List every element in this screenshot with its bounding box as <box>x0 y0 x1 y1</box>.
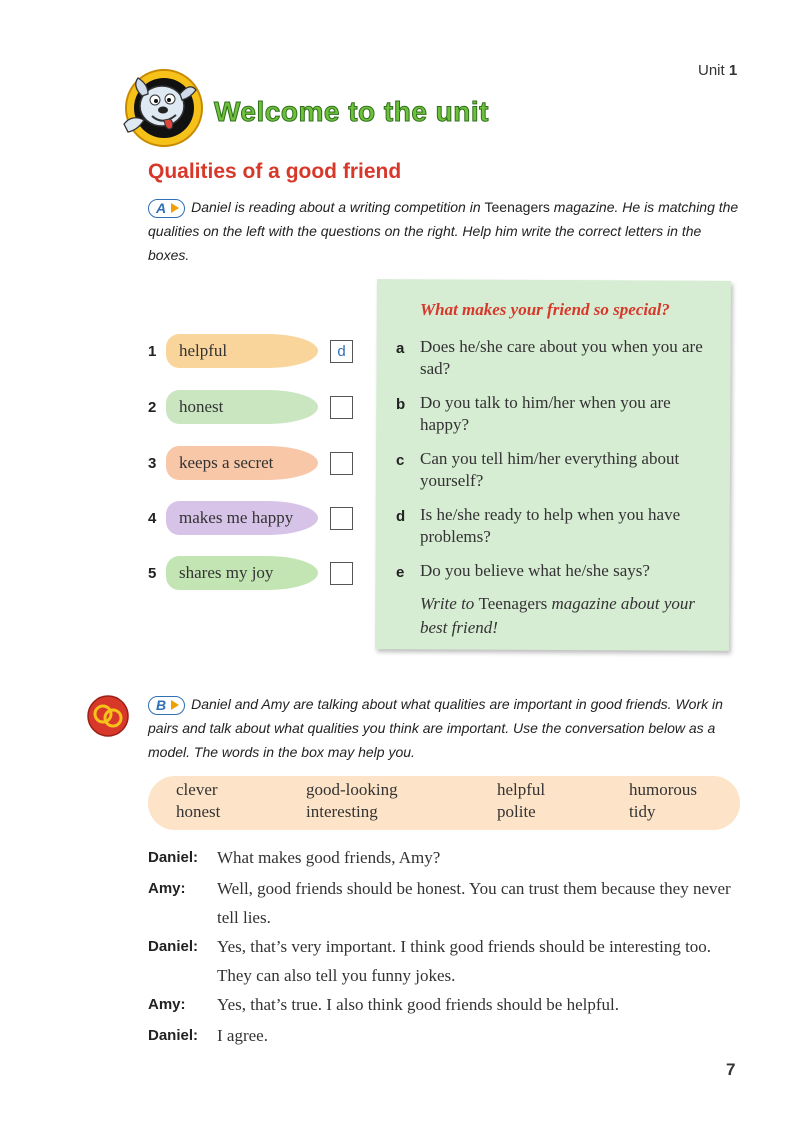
quality-helpful: helpful <box>166 334 318 368</box>
item-number: 1 <box>148 343 157 360</box>
quality-honest: honest <box>166 390 318 424</box>
card-footer: Write to Teenagers magazine about your best friend! <box>420 594 696 637</box>
answer-box[interactable] <box>330 507 353 530</box>
word: humorous <box>629 780 697 799</box>
item-number: 5 <box>148 565 157 582</box>
question-letter: b <box>396 396 406 413</box>
item-number: 4 <box>148 510 157 527</box>
dialogue-speaker: Amy: <box>148 996 186 1013</box>
page-number: 7 <box>726 1060 736 1079</box>
answer-box[interactable] <box>330 562 353 585</box>
question-text: Do you believe what he/she says? <box>420 561 650 580</box>
item-number: 2 <box>148 399 157 416</box>
answer-box[interactable] <box>330 452 353 475</box>
instruction-part-1: Daniel is reading about a writing competition in <box>191 199 485 215</box>
word: honest <box>176 802 221 821</box>
word: helpful <box>497 780 546 799</box>
quality-shares-my-joy: shares my joy <box>166 556 318 590</box>
word: good-looking <box>306 780 398 799</box>
dialogue-line: What makes good friends, Amy? <box>217 848 441 867</box>
word: polite <box>497 802 536 821</box>
question-text: Can you tell him/her everything about yourself? <box>420 449 680 490</box>
instruction-text: Daniel and Amy are talking about what qualities are important in good friends. Work in pairs and talk about what qualities you think are important. Use the conversation below as a model. The words in the box may help you. <box>148 696 723 760</box>
answer-box[interactable] <box>330 396 353 419</box>
question-letter: c <box>396 452 405 469</box>
exercise-b-instruction <box>148 692 740 764</box>
dog-mascot-icon <box>118 66 210 150</box>
dialogue-line: Well, good friends should be honest. You can trust them because they never tell lies. <box>217 879 731 927</box>
question-text: Do you talk to him/her when you are happy? <box>420 393 671 434</box>
answer-box[interactable]: d <box>330 340 353 363</box>
magazine-name: Teenagers <box>484 199 550 215</box>
dialogue-speaker: Amy: <box>148 880 186 897</box>
dialogue-speaker: Daniel: <box>148 849 199 866</box>
word: clever <box>176 780 218 799</box>
dialogue-speaker: Daniel: <box>148 1027 199 1044</box>
word: interesting <box>306 802 378 821</box>
question-letter: d <box>396 508 406 525</box>
item-number: 3 <box>148 455 157 472</box>
unit-word: Unit <box>698 62 725 79</box>
word: tidy <box>629 802 656 821</box>
exercise-b-badge: B <box>148 696 185 715</box>
instruction-part-2: magazine. He is matching the qualities on the left with the questions on the right. Help him write the correct letters in the boxes. <box>148 199 739 263</box>
section-title: Qualities of a good friend <box>148 160 402 183</box>
exercise-a-badge: A <box>148 199 185 218</box>
unit-number: 1 <box>728 62 738 79</box>
dialogue-line: Yes, that’s very important. I think good friends should be interesting too. They can also tell you funny jokes. <box>217 937 712 985</box>
question-letter: e <box>396 564 405 581</box>
dialogue-line: Yes, that’s true. I also think good friends should be helpful. <box>217 995 619 1014</box>
magazine-name: Teenagers <box>478 594 548 613</box>
question-text: Is he/she ready to help when you have problems? <box>420 505 681 546</box>
card-title: What makes your friend so special? <box>420 300 670 319</box>
question-letter: a <box>396 340 405 357</box>
speaking-activity-icon <box>86 694 130 738</box>
question-text: Does he/she care about you when you are sad? <box>420 337 703 378</box>
exercise-a-instruction <box>148 195 740 267</box>
unit-title: Welcome to the unit <box>214 96 489 127</box>
unit-label <box>698 62 737 79</box>
quality-makes-me-happy: makes me happy <box>166 501 318 535</box>
quality-keeps-a-secret: keeps a secret <box>166 446 318 480</box>
dialogue-speaker: Daniel: <box>148 938 199 955</box>
dialogue-line: I agree. <box>217 1026 268 1045</box>
